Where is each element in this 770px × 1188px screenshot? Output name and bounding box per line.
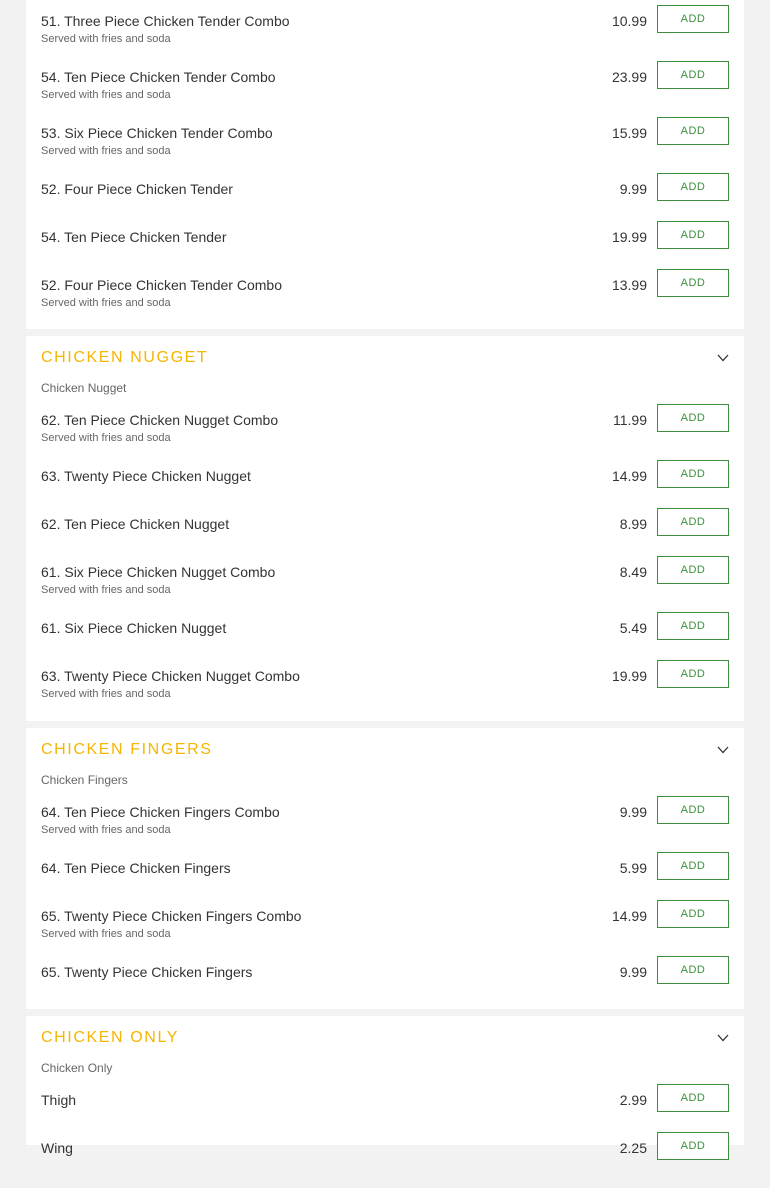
- item-price: 13.99: [611, 277, 647, 293]
- menu-item: [26, 181, 744, 229]
- item-description: Served with fries and soda: [41, 89, 171, 101]
- item-name: 64. Ten Piece Chicken Fingers: [41, 860, 231, 876]
- item-price: 9.99: [619, 181, 647, 197]
- menu-item: [26, 620, 744, 668]
- item-price: 23.99: [611, 69, 647, 85]
- item-description: Served with fries and soda: [41, 432, 171, 444]
- item-price: 2.25: [619, 1140, 647, 1156]
- menu-item: [26, 964, 744, 1012]
- item-price: 5.99: [619, 860, 647, 876]
- menu-item: [26, 1140, 744, 1188]
- menu-item: [26, 668, 744, 716]
- item-name: Wing: [41, 1140, 73, 1156]
- menu-item: [26, 1092, 744, 1140]
- item-description: Served with fries and soda: [41, 33, 171, 45]
- add-button[interactable]: ADD: [657, 173, 729, 201]
- add-button[interactable]: ADD: [657, 5, 729, 33]
- item-name: 62. Ten Piece Chicken Nugget: [41, 516, 230, 532]
- item-price: 11.99: [613, 412, 647, 428]
- item-name: 64. Ten Piece Chicken Fingers Combo: [41, 804, 280, 820]
- item-name: 51. Three Piece Chicken Tender Combo: [41, 13, 290, 29]
- item-name: 54. Ten Piece Chicken Tender: [41, 229, 227, 245]
- item-name: 52. Four Piece Chicken Tender Combo: [41, 277, 282, 293]
- category-title[interactable]: CHICKEN NUGGET: [41, 349, 209, 366]
- add-button[interactable]: ADD: [657, 556, 729, 584]
- add-button[interactable]: ADD: [657, 1084, 729, 1112]
- chevron-down-icon[interactable]: [716, 351, 730, 365]
- add-button[interactable]: ADD: [657, 956, 729, 984]
- item-name: 54. Ten Piece Chicken Tender Combo: [41, 69, 276, 85]
- add-button[interactable]: ADD: [657, 117, 729, 145]
- item-name: 63. Twenty Piece Chicken Nugget: [41, 468, 251, 484]
- item-name: 61. Six Piece Chicken Nugget: [41, 620, 227, 636]
- add-button[interactable]: ADD: [657, 852, 729, 880]
- category-chicken-only: [26, 1016, 744, 1156]
- add-button[interactable]: ADD: [657, 61, 729, 89]
- item-description: Served with fries and soda: [41, 584, 171, 596]
- item-price: 10.99: [611, 13, 647, 29]
- item-price: 2.99: [619, 1092, 647, 1108]
- category-chicken-fingers: [26, 728, 744, 1009]
- menu-item: [26, 564, 744, 612]
- chevron-down-icon[interactable]: [716, 1031, 730, 1045]
- add-button[interactable]: ADD: [657, 460, 729, 488]
- category-chicken-nugget: [26, 336, 744, 721]
- category-description: Chicken Nugget: [41, 381, 127, 395]
- item-description: Served with fries and soda: [41, 824, 171, 836]
- item-price: 14.99: [611, 908, 647, 924]
- item-price: 5.49: [619, 620, 647, 636]
- item-name: 65. Twenty Piece Chicken Fingers: [41, 964, 253, 980]
- menu-item: [26, 516, 744, 564]
- add-button[interactable]: ADD: [657, 269, 729, 297]
- menu-item: [26, 908, 744, 956]
- item-price: 9.99: [619, 964, 647, 980]
- menu-item: [26, 229, 744, 277]
- item-name: Thigh: [41, 1092, 77, 1108]
- item-description: Served with fries and soda: [41, 297, 171, 309]
- menu-item: [26, 69, 744, 117]
- item-name: 61. Six Piece Chicken Nugget Combo: [41, 564, 276, 580]
- item-description: Served with fries and soda: [41, 145, 171, 157]
- menu-item: [26, 468, 744, 516]
- item-name: 65. Twenty Piece Chicken Fingers Combo: [41, 908, 302, 924]
- category-description: Chicken Fingers: [41, 773, 128, 787]
- chevron-down-icon[interactable]: [716, 743, 730, 757]
- add-button[interactable]: ADD: [657, 1132, 729, 1160]
- menu-item: [26, 804, 744, 852]
- add-button[interactable]: ADD: [657, 404, 729, 432]
- menu-item: [26, 860, 744, 908]
- item-price: 15.99: [611, 125, 647, 141]
- item-price: 8.49: [619, 564, 647, 580]
- item-description: Served with fries and soda: [41, 928, 171, 940]
- add-button[interactable]: ADD: [657, 221, 729, 249]
- item-description: Served with fries and soda: [41, 688, 171, 700]
- item-price: 14.99: [611, 468, 647, 484]
- category-description: Chicken Only: [41, 1061, 113, 1075]
- item-name: 52. Four Piece Chicken Tender: [41, 181, 233, 197]
- item-price: 19.99: [611, 229, 647, 245]
- add-button[interactable]: ADD: [657, 900, 729, 928]
- add-button[interactable]: ADD: [657, 612, 729, 640]
- add-button[interactable]: ADD: [657, 660, 729, 688]
- item-price: 19.99: [611, 668, 647, 684]
- item-name: 62. Ten Piece Chicken Nugget Combo: [41, 412, 279, 428]
- item-name: 53. Six Piece Chicken Tender Combo: [41, 125, 273, 141]
- menu-item: [26, 277, 744, 325]
- item-name: 63. Twenty Piece Chicken Nugget Combo: [41, 668, 300, 684]
- add-button[interactable]: ADD: [657, 796, 729, 824]
- item-price: 8.99: [619, 516, 647, 532]
- menu-item: [26, 125, 744, 173]
- category-title[interactable]: CHICKEN FINGERS: [41, 741, 213, 758]
- category-title[interactable]: CHICKEN ONLY: [41, 1029, 180, 1046]
- menu-item: [26, 412, 744, 460]
- item-price: 9.99: [619, 804, 647, 820]
- menu-item: [26, 13, 744, 61]
- category-chicken-tender: [26, 0, 744, 329]
- add-button[interactable]: ADD: [657, 508, 729, 536]
